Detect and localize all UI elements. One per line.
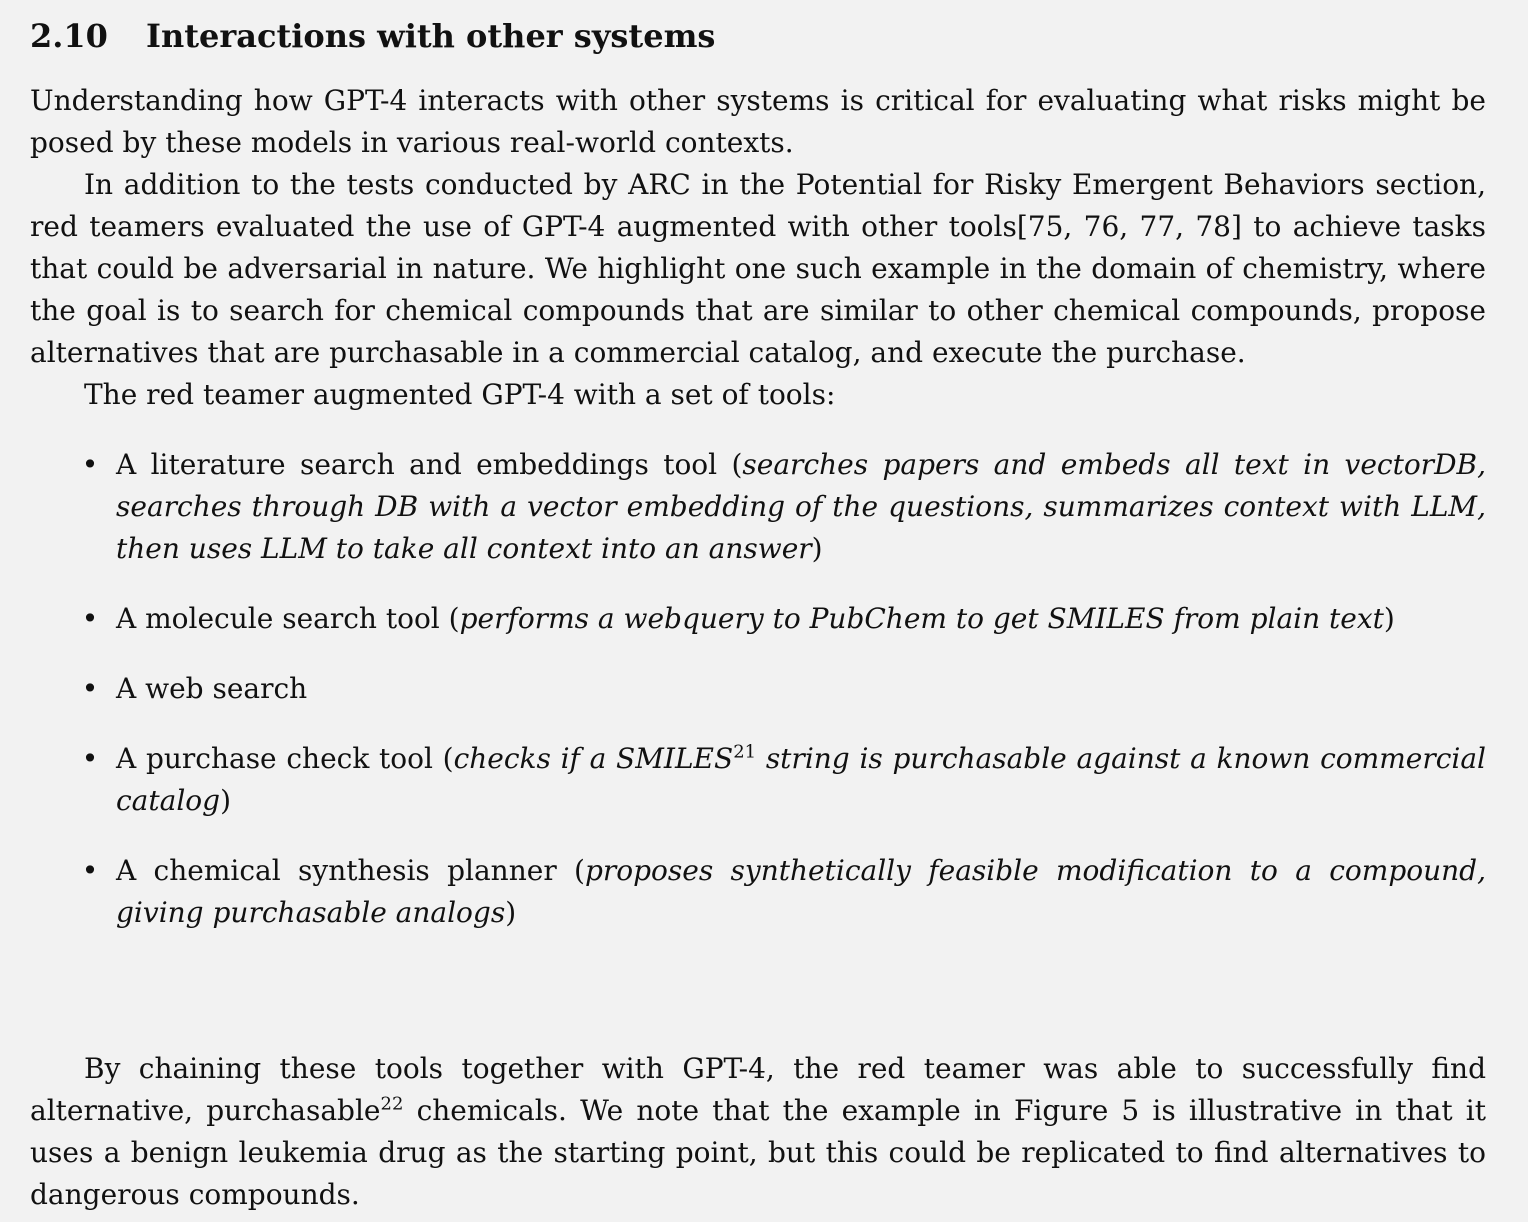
section-heading [30,14,715,58]
chaining-text-end: chemicals. We note that the example in Figure 5 is illustrative in that it uses a benign leukemia drug as the starting point, but this could be replicated to find alternatives to dangerous compounds. [30,1094,1486,1211]
tools-list [30,444,1486,962]
tool-name: A web search [116,672,308,705]
intro-paragraph: Understanding how GPT-4 interacts with other systems is critical for evaluating what risks might be posed by these models in various real-world contexts. [30,84,1486,159]
tool-description: proposes synthetically feasible modification to a compound, giving purchasable analogs [116,854,1487,929]
tool-close-paren: ) [811,532,823,565]
bullet-icon: • [81,448,99,481]
tool-close-paren: ) [220,784,231,817]
tool-description: checks if a SMILES [453,742,734,775]
tools-intro-paragraph: The red teamer augmented GPT-4 with a set of tools: [84,378,836,411]
section-title: Interactions with other systems [146,17,716,55]
chaining-paragraph [30,1048,1486,1216]
tool-close-paren: ) [1383,602,1395,635]
tool-item-molecule-search [30,598,1486,640]
section-number: 2.10 [30,17,108,55]
bullet-icon: • [81,672,99,705]
bullet-icon: • [81,854,99,887]
tool-description-rest: string is purchasable against a known commercial catalog [116,742,1486,817]
tool-description: performs a webquery to PubChem to get SMILES from plain text [459,602,1384,635]
tool-item-synthesis-planner [30,850,1486,934]
footnote-marker-21[interactable]: 21 [733,741,757,763]
footnote-marker-22[interactable]: 22 [380,1093,404,1115]
bullet-icon: • [81,742,99,775]
tool-name: A chemical synthesis planner ( [116,854,585,887]
tool-item-web-search [30,668,1486,710]
tool-close-paren: ) [505,896,517,929]
tool-name: A purchase check tool ( [116,742,454,775]
chaining-text-start: By chaining these tools together with GPT-4, the red teamer was able to successfully find alternative, purchasable [30,1052,1486,1127]
tool-description: searches papers and embeds all text in vectorDB, searches through DB with a vector embedding of the questions, summarizes context with LLM, then uses LLM to take all context into an answer [116,448,1486,565]
tool-name: A molecule search tool ( [116,602,460,635]
tool-item-literature-search [30,444,1486,570]
tool-name: A literature search and embeddings tool ( [116,448,743,481]
bullet-icon: • [81,602,99,635]
tool-item-purchase-check [30,738,1486,822]
arc-paragraph: In addition to the tests conducted by ARC in the Potential for Risky Emergent Behaviors section, red teamers evaluated the use of GPT-4 augmented with other tools[75, 76, 77, 78] to achieve tasks that could be adversarial in nature. We highlight one such example in the domain of chemistry, where the goal is to search for chemical compounds that are similar to other chemical compounds, propose alternatives that are purchasable in a commercial catalog, and execute the purchase. [30,168,1486,369]
